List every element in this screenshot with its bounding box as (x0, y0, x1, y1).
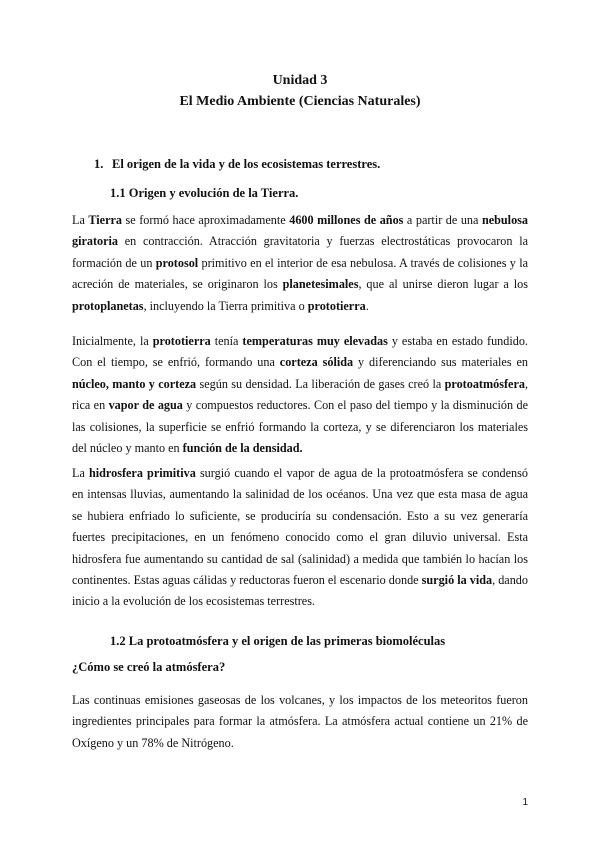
text-run: , rica en (72, 376, 528, 413)
text-run: , dando inicio a la evolución de los ecosistemas terrestres. (72, 573, 528, 609)
paragraph-1 (72, 210, 528, 317)
question-heading: ¿Cómo se creó la atmósfera? (72, 660, 226, 674)
text-run: tenía (210, 334, 243, 348)
page-number: 1 (522, 797, 528, 808)
text-run: Inicialmente, la (72, 334, 153, 348)
bold-term: corteza sólida (279, 355, 354, 370)
document-title: El Medio Ambiente (Ciencias Naturales) (179, 94, 421, 109)
text-run: según su densidad. La liberación de gases creó la (196, 376, 445, 391)
paragraph-4 (72, 690, 528, 754)
bold-term: protosol (155, 255, 199, 270)
bold-term: 4600 millones de años (289, 213, 404, 227)
bold-term: protoplanetas (72, 298, 144, 313)
text-run: , que al unirse dieron lugar a los (358, 277, 528, 292)
section-title: El origen de la vida y de los ecosistemas terrestres. (112, 157, 381, 171)
text-run: en contracción. Atracción gravitatoria y fuerzas electrostáticas provocaron la formación de un (72, 234, 528, 270)
bold-term: prototierra (307, 298, 366, 313)
text-run: a partir de una (403, 213, 482, 227)
text-run: se formó hace aproximadamente (122, 213, 290, 227)
bold-term: función de la densidad. (182, 441, 303, 456)
text-run: . (365, 298, 369, 313)
text-run: y diferenciando sus materiales en (353, 355, 528, 370)
paragraph-3 (72, 463, 528, 613)
bold-term: vapor de agua (108, 398, 183, 413)
bold-term: núcleo, manto y corteza (72, 376, 197, 391)
text-run: La (72, 466, 89, 480)
subsection-heading-1-2: 1.2 La protoatmósfera y el origen de las primeras biomoléculas (110, 634, 446, 648)
subsection-heading-1-1: 1.1 Origen y evolución de la Tierra. (110, 186, 299, 200)
text-run: surgió cuando el vapor de agua de la protoatmósfera se condensó en intensas lluvias, aumentando la salinidad de los océanos. Una vez que esta masa de agua se hubiera enfriado lo suficiente, se produciría su condensación. Esto a su vez generaría fuertes precipitaciones, en un fenómeno conocido como el gran diluvio universal. Esta hidrosfera fue aumentando su cantidad de sal (salinidad) a medida que también lo hacían los continentes. Estas aguas cálidas y reductoras fueron el escenario donde (72, 466, 528, 588)
bold-term: planetesimales (282, 277, 359, 292)
bold-term: protoatmósfera (444, 376, 525, 391)
text-run: y estaba en estado fundido. Con el tiempo, se enfrió, formando una (72, 334, 528, 370)
text-run: y compuestos reductores. Con el paso del tiempo y la disminución de las colisiones, la superficie se enfrió formando la corteza, y se diferenciaron los materiales del núcleo y manto en (72, 398, 528, 456)
bold-term: temperaturas muy elevadas (242, 334, 388, 348)
bold-term: surgió la vida (421, 573, 493, 588)
text-run: primitivo en el interior de esa nebulosa. A través de colisiones y la acreción de materiales, se originaron los (72, 255, 528, 292)
unit-title: Unidad 3 (272, 73, 328, 88)
bold-term: nebulosa giratoria (72, 213, 528, 249)
section-heading-1 (94, 157, 380, 172)
text-run: La (72, 213, 89, 227)
text-run: , incluyendo la Tierra primitiva o (143, 298, 308, 313)
bold-term: hidrosfera primitiva (88, 466, 196, 480)
bold-term: Tierra (88, 213, 123, 227)
section-number: 1. (94, 157, 104, 171)
text-run: Las continuas emisiones gaseosas de los volcanes, y los impactos de los meteoritos fueron ingredientes principales para formar la atmósfera. La atmósfera actual contiene un 21% de Oxígeno y un 78% de Nitrógeno. (72, 693, 528, 750)
bold-term: prototierra (152, 334, 211, 348)
paragraph-2 (72, 331, 528, 459)
